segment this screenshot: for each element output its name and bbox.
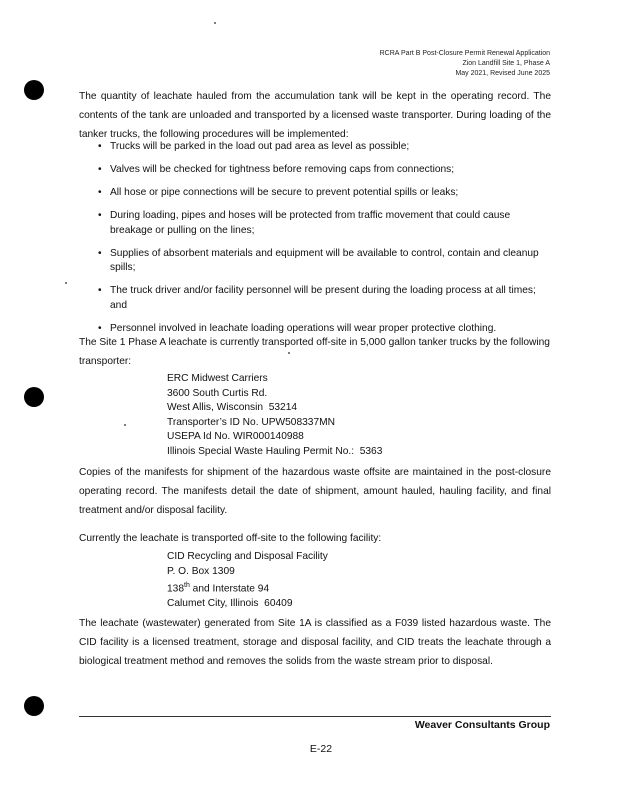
bullet-icon: • [98,247,102,259]
bullet-icon: • [98,164,102,175]
transporter-permit: Illinois Special Waste Hauling Permit No.: 5363 [167,445,383,457]
list-item-text: Supplies of absorbent materials and equipment will be available to control, contain and cleanup spills; [110,247,539,273]
paragraph-manifests: Copies of the manifests for shipment of the hazardous waste offsite are maintained in the post-closure operating record. The manifests detail the date of shipment, amount hauled, hauling facility, and final treatment and/or disposal facility. [79,467,551,516]
list-item [79,247,551,276]
facility-street-rest: and Interstate 94 [189,583,270,595]
bullet-icon: • [98,141,102,152]
list-item [79,140,551,155]
facility-address-block [167,550,328,611]
paragraph-leachate-quantity: The quantity of leachate hauled from the accumulation tank will be kept in the operating record. The contents of the tank are unloaded and transported by a licensed waste transporter. During loading of the tanker trucks, the following procedures will be implemented: [79,91,551,140]
transporter-usepa-id: USEPA Id No. WIR000140988 [167,431,304,442]
list-item-text: Valves will be checked for tightness before removing caps from connections; [110,164,455,175]
header-line-2: Zion Landfill Site 1, Phase A [462,60,550,67]
facility-po-box: P. O. Box 1309 [167,565,235,577]
facility-name: CID Recycling and Disposal Facility [167,551,328,562]
list-item-text: Personnel involved in leachate loading operations will wear proper protective clothing. [110,322,497,334]
bullet-icon: • [98,187,102,198]
list-item-text: During loading, pipes and hoses will be protected from traffic movement that could cause breakage or pulling on the lines; [110,210,511,236]
transporter-id: Transporter’s ID No. UPW508337MN [167,416,335,428]
transporter-address-block [167,372,382,459]
binder-hole-top [24,80,44,100]
list-item-text: The truck driver and/or facility personnel will be present during the loading process at all times; and [110,285,536,311]
footer-divider [79,716,551,717]
scan-speck [65,282,67,284]
scan-speck [214,22,216,24]
bullet-icon: • [98,210,102,221]
loading-procedures-list [79,140,551,345]
binder-hole-middle [24,387,44,407]
footer-company-name: Weaver Consultants Group [414,719,550,731]
paragraph-classification: The leachate (wastewater) generated from Site 1A is classified as a F039 listed hazardous waste. The CID facility is a licensed treatment, storage and disposal facility, and CID treats the leachate through a biological treatment method and removes the solids from the waste stream prior to disposal. [79,618,551,667]
list-item [79,163,551,178]
list-item-text: Trucks will be parked in the load out pad area as level as possible; [110,141,410,152]
paragraph-facility-intro: Currently the leachate is transported off-site to the following facility: [79,533,382,544]
list-item-text: All hose or pipe connections will be secure to prevent potential spills or leaks; [110,187,459,198]
facility-city: Calumet City, Illinois 60409 [167,597,293,609]
bullet-icon: • [98,285,102,296]
facility-street [167,579,328,597]
list-item [79,284,551,313]
paragraph-transport-method: The Site 1 Phase A leachate is currently transported off-site in 5,000 gallon tanker trucks by the following transporter: [79,337,550,367]
page-number: E-22 [309,743,333,755]
binder-hole-bottom [24,696,44,716]
list-item [79,186,551,201]
transporter-city: West Allis, Wisconsin 53214 [167,402,298,413]
scan-speck [124,424,126,426]
facility-street-suffix: th [184,582,190,589]
header-line-3: May 2021, Revised June 2025 [455,70,550,77]
header-line-1: RCRA Part B Post-Closure Permit Renewal Application [379,50,550,57]
facility-street-number: 138 [167,583,184,595]
bullet-icon: • [98,322,102,334]
transporter-name: ERC Midwest Carriers [167,373,268,384]
document-header [380,49,550,79]
list-item [79,209,551,238]
transporter-street: 3600 South Curtis Rd. [167,387,268,399]
